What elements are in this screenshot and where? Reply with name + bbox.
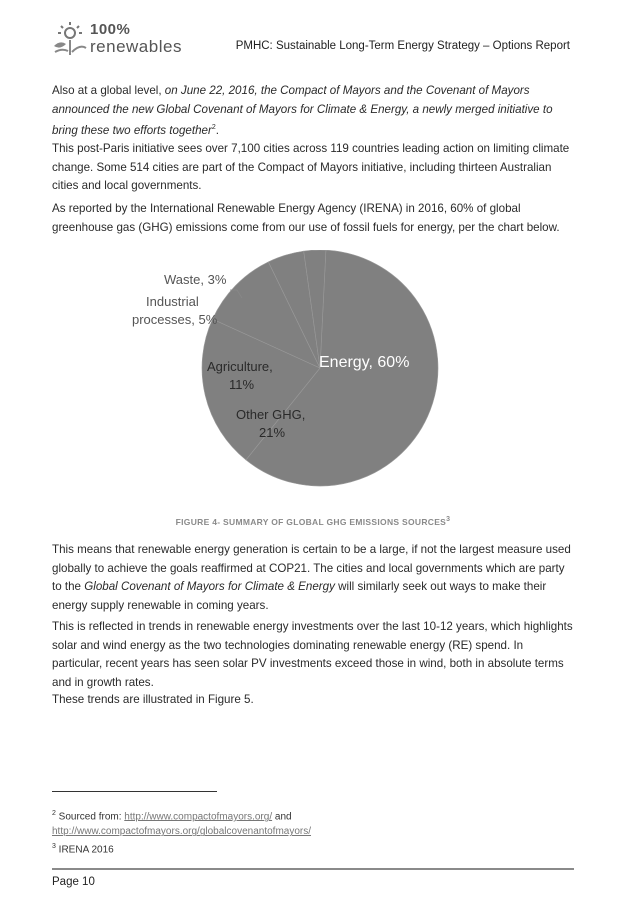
- label-agriculture-1: Agriculture,: [207, 359, 273, 374]
- paragraph-3: As reported by the International Renewable Energy Agency (IRENA) in 2016, 60% of global greenhouse gas (GHG) emissions come from our use of fossil fuels for energy, per the chart below.: [52, 202, 560, 234]
- label-agriculture-2: 11%: [229, 377, 255, 392]
- footnote-ref-2: 2: [211, 124, 216, 131]
- label-waste: Waste, 3%: [164, 272, 227, 287]
- paragraph-5: This is reflected in trends in renewable energy investments over the last 10-12 years, which highlights solar and wind energy as the two technologies dominating renewable energy (RE) spend. In particular, recent years has seen solar PV investments exceed those in wind, both in absolute terms and in growth rates.: [52, 620, 573, 689]
- footer-divider: [52, 868, 574, 870]
- logo-text-top: 100%: [90, 21, 131, 38]
- p4-part-b: will similarly seek out ways to make their energy supply renewable in coming years.: [52, 580, 547, 612]
- footnote-2-cont: [52, 824, 574, 839]
- footnote-link-compact[interactable]: http://www.compactofmayors.org/: [124, 811, 273, 823]
- label-other-ghg-1: Other GHG,: [236, 407, 306, 422]
- page-header: [50, 20, 570, 60]
- paragraph-4: [52, 541, 574, 615]
- footnote-divider: [52, 791, 217, 792]
- p4-part-a: This means that renewable energy generation is certain to be a large, if not the largest measure used globally to achieve the goals reaffirmed at COP21. The cities and local governments which are party to the: [52, 543, 571, 593]
- caption-text: FIGURE 4- SUMMARY OF GLOBAL GHG EMISSIONS SOURCES: [175, 516, 447, 527]
- label-other-ghg-2: 21%: [259, 425, 286, 440]
- label-industrial-2: processes, 5%: [132, 312, 218, 327]
- label-industrial-1: Industrial: [146, 294, 199, 309]
- logo-text-bottom: renewables: [90, 37, 182, 56]
- footnote-link-covenant[interactable]: http://www.compactofmayors.org/globalcovenantofmayors/: [52, 826, 312, 838]
- header-title: PMHC: Sustainable Long-Term Energy Strategy – Options Report: [235, 40, 570, 52]
- p1-end: .: [215, 123, 219, 137]
- footnote-ref-3: 3: [446, 516, 451, 523]
- footnote-2: [52, 806, 574, 824]
- p1-prefix: Also at a global level,: [52, 84, 165, 97]
- footnote-3-text: IRENA 2016: [55, 844, 114, 856]
- footnote-3: [52, 839, 574, 857]
- sun-leaf-icon: [52, 22, 88, 56]
- ghg-pie-chart: [120, 250, 500, 500]
- pie-svg: [120, 250, 500, 500]
- p4-italic: Global Covenant of Mayors for Climate & Energy: [84, 580, 335, 593]
- footnote-3-num: 3: [52, 843, 56, 851]
- p1-italic: on June 22, 2016, the Compact of Mayors and the Covenant of Mayors announced the new Global Covenant of Mayors for Climate & Energy, a newly merged initiative to bring these two efforts together: [52, 84, 553, 137]
- footnote-2-text: Sourced from:: [55, 811, 125, 823]
- paragraph-1: [52, 82, 574, 140]
- logo: [50, 20, 210, 60]
- page-number: Page 10: [52, 876, 95, 888]
- footnote-2-and: and: [272, 811, 292, 823]
- figure-caption: [52, 516, 574, 527]
- paragraph-6: These trends are illustrated in Figure 5.: [52, 693, 254, 706]
- label-energy: Energy, 60%: [319, 354, 410, 371]
- paragraph-2: This post-Paris initiative sees over 7,100 cities across 119 countries leading action on limiting climate change. Some 514 cities are part of the Compact of Mayors initiative, including thirteen Australian cities and local governments.: [52, 142, 570, 192]
- footnotes: [52, 806, 574, 858]
- footnote-2-num: 2: [52, 810, 56, 817]
